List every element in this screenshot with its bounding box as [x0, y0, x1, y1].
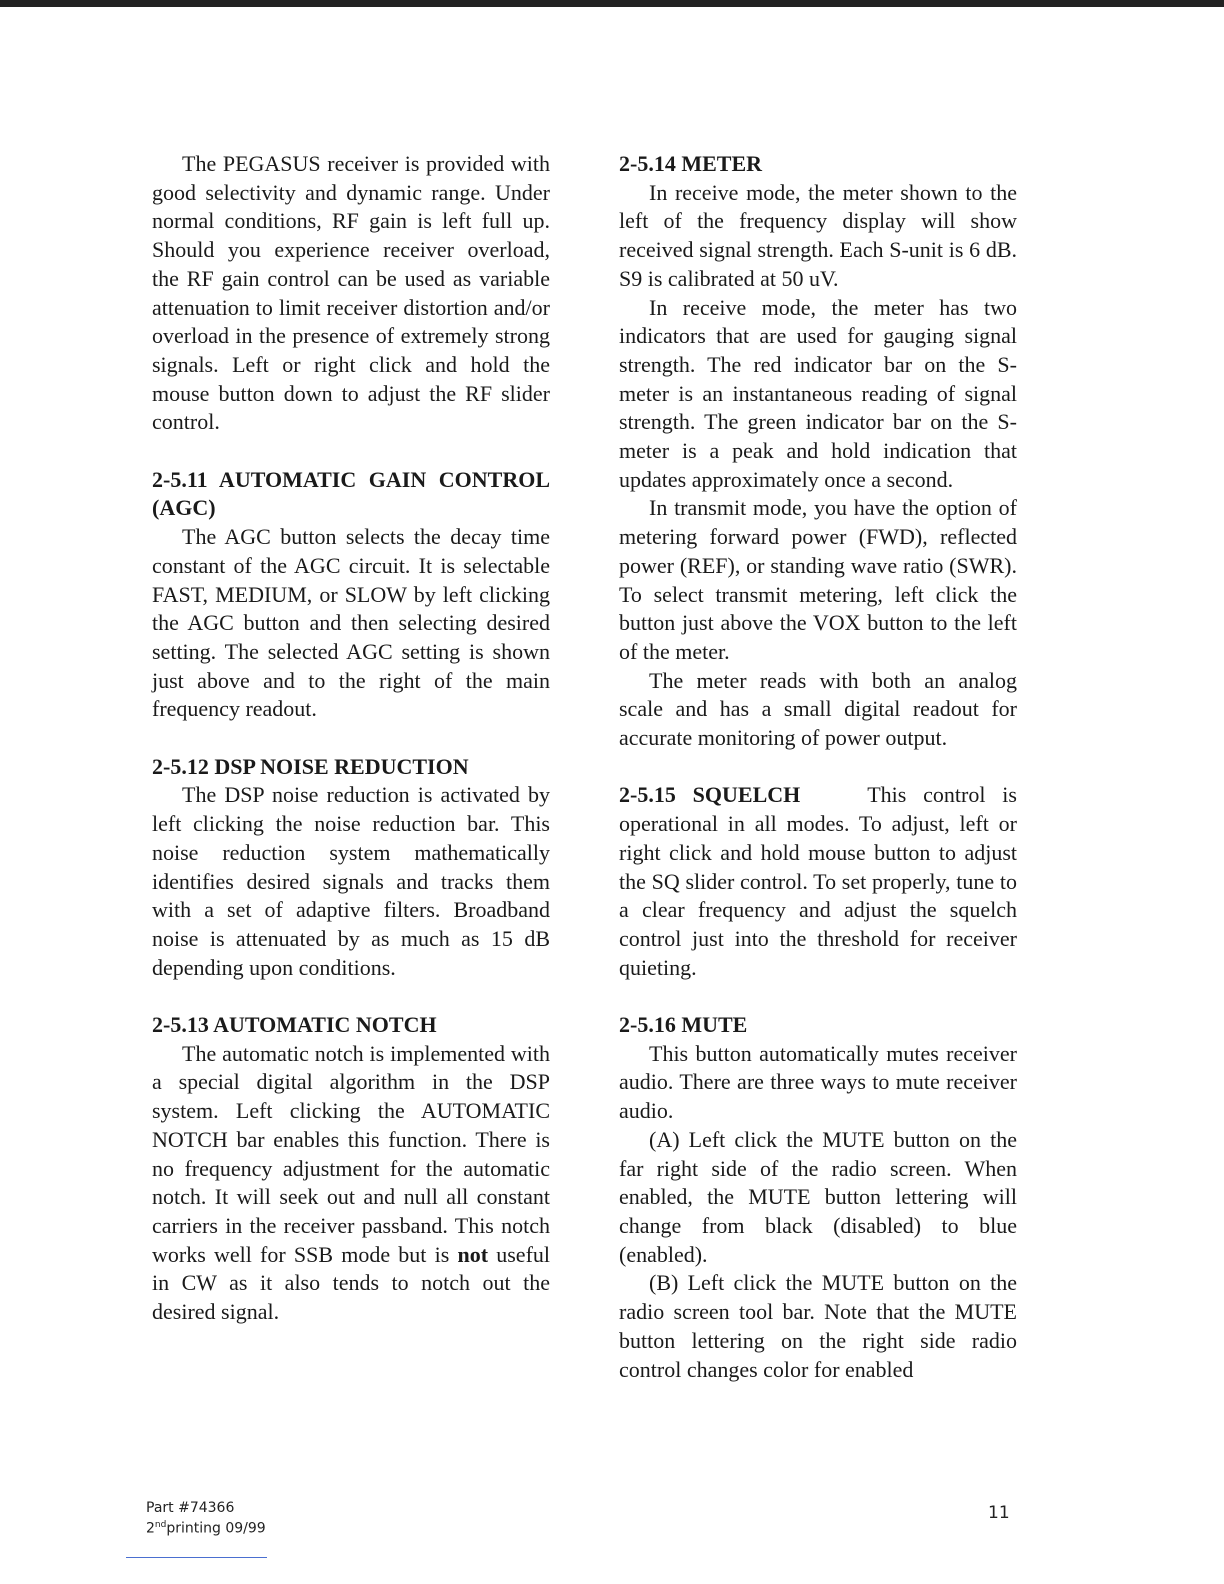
meter-paragraph-1: In receive mode, the meter shown to the left of the frequency display will show received signal strength. Each S-unit is 6 dB. S9 is calibrated at 50 uV. — [619, 179, 1017, 291]
mute-paragraph-1: This button automatically mutes receiver audio. There are three ways to mute receiver audio. — [619, 1040, 1017, 1124]
meter-paragraph-3: In transmit mode, you have the option of metering forward power (FWD), reflected power (REF), or standing wave ratio (SWR). To select transmit metering, left click the button just above the VOX button to the left of the meter. — [619, 495, 1017, 664]
printing-info: 2ndprinting 09/99 — [146, 1520, 266, 1537]
scan-top-edge — [0, 0, 1224, 7]
footer-part-info — [146, 1500, 266, 1538]
dsp-noise-paragraph: The DSP noise reduction is activated by left clicking the noise reduction bar. This noise reduction system mathematically identifies desired signals and tracks them with a set of adaptive filters. Broadband noise is attenuated by as much as 15 dB depending upon conditions. — [152, 782, 550, 980]
section-2-5-11-heading: 2-5.11 AUTOMATIC GAIN CONTROL (AGC) — [152, 466, 550, 521]
mute-paragraph-2: (A) Left click the MUTE button on the far right side of the radio screen. When enabled, the MUTE button lettering will change from black (disabled) to blue (enabled). — [619, 1126, 1017, 1267]
section-2-5-14-heading: 2-5.14 METER — [619, 151, 762, 176]
auto-notch-paragraph — [152, 1040, 550, 1327]
right-column — [619, 150, 1017, 1384]
footer-rule — [126, 1557, 267, 1558]
meter-paragraph-4: The meter reads with both an analog scale and has a small digital readout for accurate monitoring of power output. — [619, 667, 1017, 751]
auto-notch-text-a: The automatic notch is implemented with a special digital algorithm in the DSP system. Left clicking the AUTOMATIC NOTCH bar enables this function. There is no frequency adjustment for the automatic notch. It will seek out and null all constant carriers in the receiver passband. This notch works well for SSB mode but is — [152, 1040, 550, 1267]
auto-notch-emphasis: not — [457, 1241, 489, 1267]
auto-notch-text-b: useful in CW as it also tends to notch out the desired signal. — [152, 1241, 551, 1325]
section-2-5-12-heading: 2-5.12 DSP NOISE REDUCTION — [152, 753, 469, 779]
part-number: Part #74366 — [146, 1500, 235, 1516]
section-2-5-16-heading: 2-5.16 MUTE — [619, 1012, 748, 1038]
squelch-text: This control is operational in all modes. To adjust, left or right click and hold mouse button to adjust the SQ slider control. To set properly, tune to a clear frequency and adjust the squelch control just into the threshold for receiver quieting. — [619, 782, 1017, 980]
left-column — [152, 150, 550, 1327]
squelch-paragraph — [619, 781, 1017, 982]
page-number: 11 — [988, 1503, 1010, 1523]
meter-paragraph-2: In receive mode, the meter has two indicators that are used for gauging signal strength. The red indicator bar on the S-meter is an instantaneous reading of signal strength. The green indicator bar on the S-meter is a peak and hold indication that updates approximately once a second. — [619, 294, 1017, 492]
mute-paragraph-3: (B) Left click the MUTE button on the radio screen tool bar. Note that the MUTE button lettering on the right side radio control changes color for enabled — [619, 1270, 1017, 1382]
section-2-5-15-heading: 2-5.15 SQUELCH — [619, 782, 801, 808]
section-2-5-13-heading: 2-5.13 AUTOMATIC NOTCH — [152, 1012, 437, 1038]
agc-paragraph: The AGC button selects the decay time constant of the AGC circuit. It is selectable FAST, MEDIUM, or SLOW by left clicking the AGC button and then selecting desired setting. The selected AGC setting is shown just above and to the right of the main frequency readout. — [152, 524, 550, 722]
rf-gain-paragraph: The PEGASUS receiver is provided with good selectivity and dynamic range. Under normal conditions, RF gain is left full up. Should you experience receiver overload, the RF gain control can be used as variable attenuation to limit receiver distortion and/or overload in the presence of extremely strong signals. Left or right click and hold the mouse button down to adjust the RF slider control. — [152, 151, 550, 435]
